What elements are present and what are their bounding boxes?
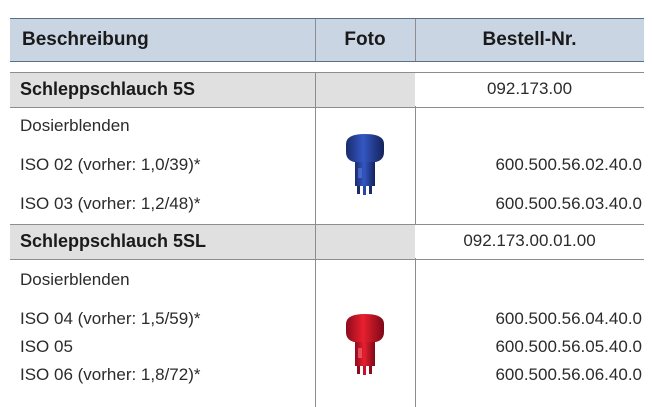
blue-nozzle-icon (340, 130, 390, 200)
section-title: Schleppschlauch 5SL (20, 231, 207, 251)
group-label: Dosierblenden (20, 270, 130, 289)
header-photo: Foto (344, 29, 386, 50)
group-label: Dosierblenden (20, 116, 130, 135)
header-order-number: Bestell-Nr. (482, 29, 577, 50)
item-order-number: 600.500.56.06.40.0 (495, 365, 642, 384)
header-description: Beschreibung (22, 29, 149, 50)
item-label: ISO 05 (20, 337, 73, 356)
section-title-row (10, 72, 644, 108)
item-order-number: 600.500.56.03.40.0 (495, 194, 642, 213)
section-body (10, 106, 644, 224)
item-order-number: 600.500.56.05.40.0 (495, 337, 642, 356)
table-header (10, 18, 644, 62)
item-order-number: 600.500.56.04.40.0 (495, 309, 642, 328)
item-label: ISO 04 (vorher: 1,5/59)* (20, 309, 201, 328)
section-title: Schleppschlauch 5S (20, 79, 196, 99)
item-order-number: 600.500.56.02.40.0 (495, 155, 642, 174)
red-nozzle-icon (340, 310, 390, 380)
item-label: ISO 02 (vorher: 1,0/39)* (20, 155, 201, 174)
item-label: ISO 06 (vorher: 1,8/72)* (20, 365, 201, 384)
section-body (10, 258, 644, 407)
section-title-row (10, 224, 644, 260)
section-order-number: 092.173.00.01.00 (463, 231, 596, 250)
section-order-number: 092.173.00 (486, 79, 573, 98)
item-label: ISO 03 (vorher: 1,2/48)* (20, 194, 201, 213)
